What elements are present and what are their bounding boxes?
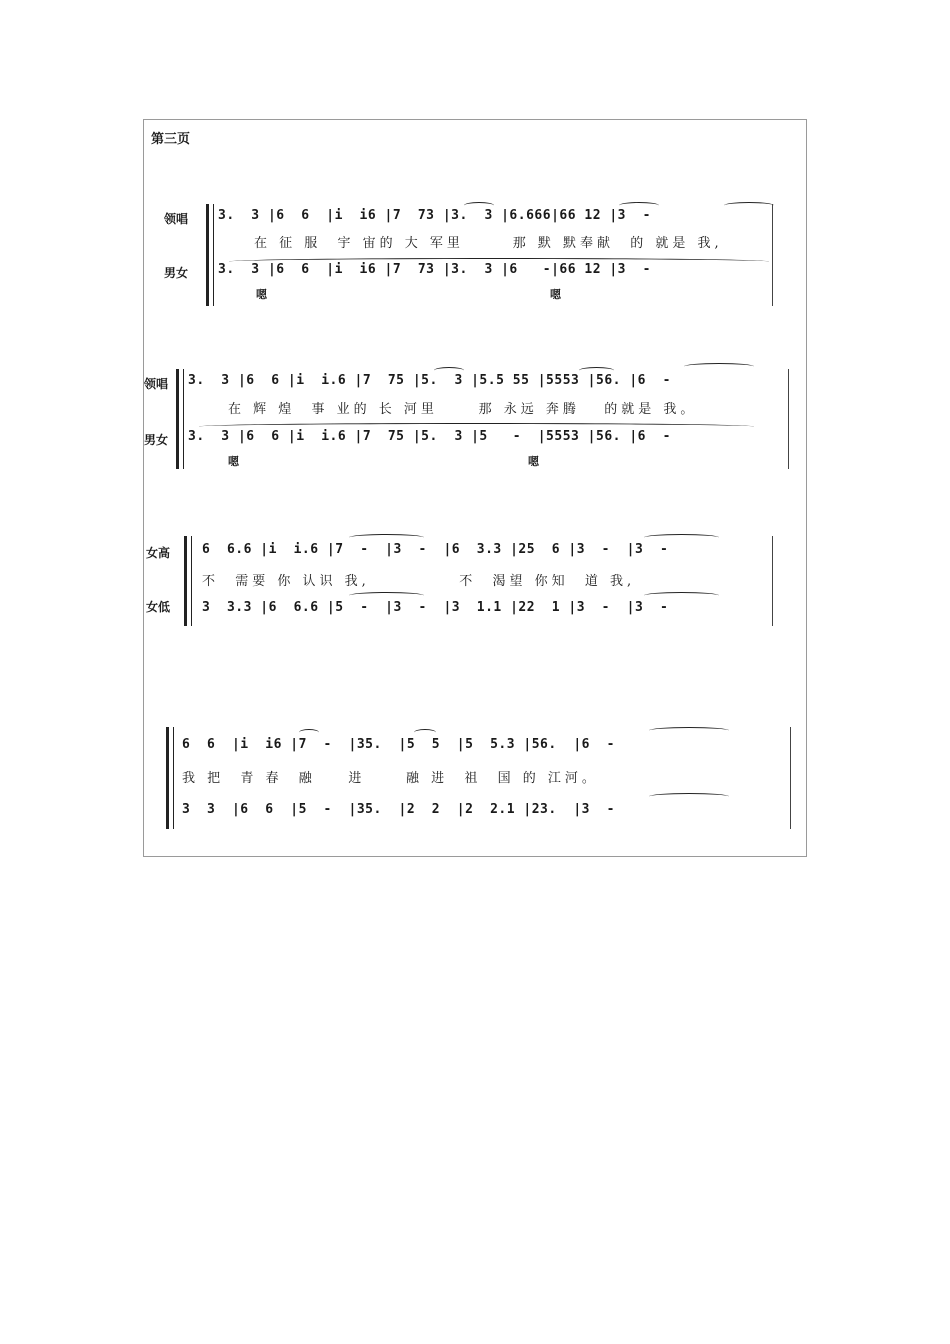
slur-arc: [199, 423, 754, 430]
notes-line: 3. 3 |6 6 |i i6 |7 73 |3. 3 |6.666|66 12 |3 -: [218, 208, 651, 223]
slur-arc: [684, 363, 754, 370]
slur-arc: [299, 729, 319, 736]
slur-arc: [434, 367, 464, 374]
hum-mark: 嗯: [228, 455, 239, 468]
slur-arc: [229, 258, 769, 265]
system-bracket: [166, 727, 169, 829]
notes-line: 3 3.3 |6 6.6 |5 - |3 - |3 1.1 |22 1 |3 - |3 -: [202, 600, 669, 615]
part-name: 领唱: [144, 377, 169, 391]
notes-line: 3 3 |6 6 |5 - |35. |2 2 |2 2.1 |23. |3 -: [182, 802, 615, 817]
notes-line: 3. 3 |6 6 |i i6 |7 73 |3. 3 |6 -|66 12 |3 -: [218, 262, 651, 277]
system-bracket: [176, 369, 179, 469]
bar-line: [772, 204, 773, 306]
system-bracket: [206, 204, 209, 306]
slur-arc: [649, 727, 729, 734]
score-page: [143, 119, 807, 857]
part-name: 男女: [144, 433, 169, 447]
bar-line: [790, 727, 791, 829]
notes-line: 3. 3 |6 6 |i i.6 |7 75 |5. 3 |5 - |5553 |56. |6 -: [188, 429, 671, 444]
slur-arc: [644, 534, 719, 541]
lyric-line: 我 把 青 春 融 进 融 进 祖 国 的 江河。: [182, 771, 599, 786]
bar-line: [772, 536, 773, 626]
notes-line: 6 6.6 |i i.6 |7 - |3 - |6 3.3 |25 6 |3 - |3 -: [202, 542, 669, 557]
page-label: 第三页: [151, 132, 191, 147]
lyric-line: 不 需要 你 认识 我, 不 渴望 你知 道 我,: [202, 574, 636, 589]
system-bracket: [184, 536, 187, 626]
part-name: 男女: [164, 266, 189, 280]
slur-arc: [464, 202, 494, 209]
hum-mark: 嗯: [528, 455, 539, 468]
slur-arc: [724, 202, 774, 209]
slur-arc: [349, 592, 424, 599]
lyric-line: 在 辉 煌 事 业的 长 河里 那 永远 奔腾 的就是 我。: [228, 402, 698, 417]
hum-mark: 嗯: [550, 288, 561, 301]
hum-mark: 嗯: [256, 288, 267, 301]
slur-arc: [644, 592, 719, 599]
lyric-line: 在 征 服 宇 宙的 大 军里 那 默 默奉献 的 就是 我,: [254, 236, 723, 251]
slur-arc: [414, 729, 436, 736]
slur-arc: [349, 534, 424, 541]
part-name: 女高: [146, 546, 171, 560]
notes-line: 3. 3 |6 6 |i i.6 |7 75 |5. 3 |5.5 55 |5553 |56. |6 -: [188, 373, 671, 388]
part-name: 领唱: [164, 212, 189, 226]
slur-arc: [579, 367, 614, 374]
slur-arc: [619, 202, 659, 209]
notes-line: 6 6 |i i6 |7 - |35. |5 5 |5 5.3 |56. |6 -: [182, 737, 615, 752]
part-name: 女低: [146, 600, 171, 614]
slur-arc: [649, 793, 729, 800]
bar-line: [788, 369, 789, 469]
